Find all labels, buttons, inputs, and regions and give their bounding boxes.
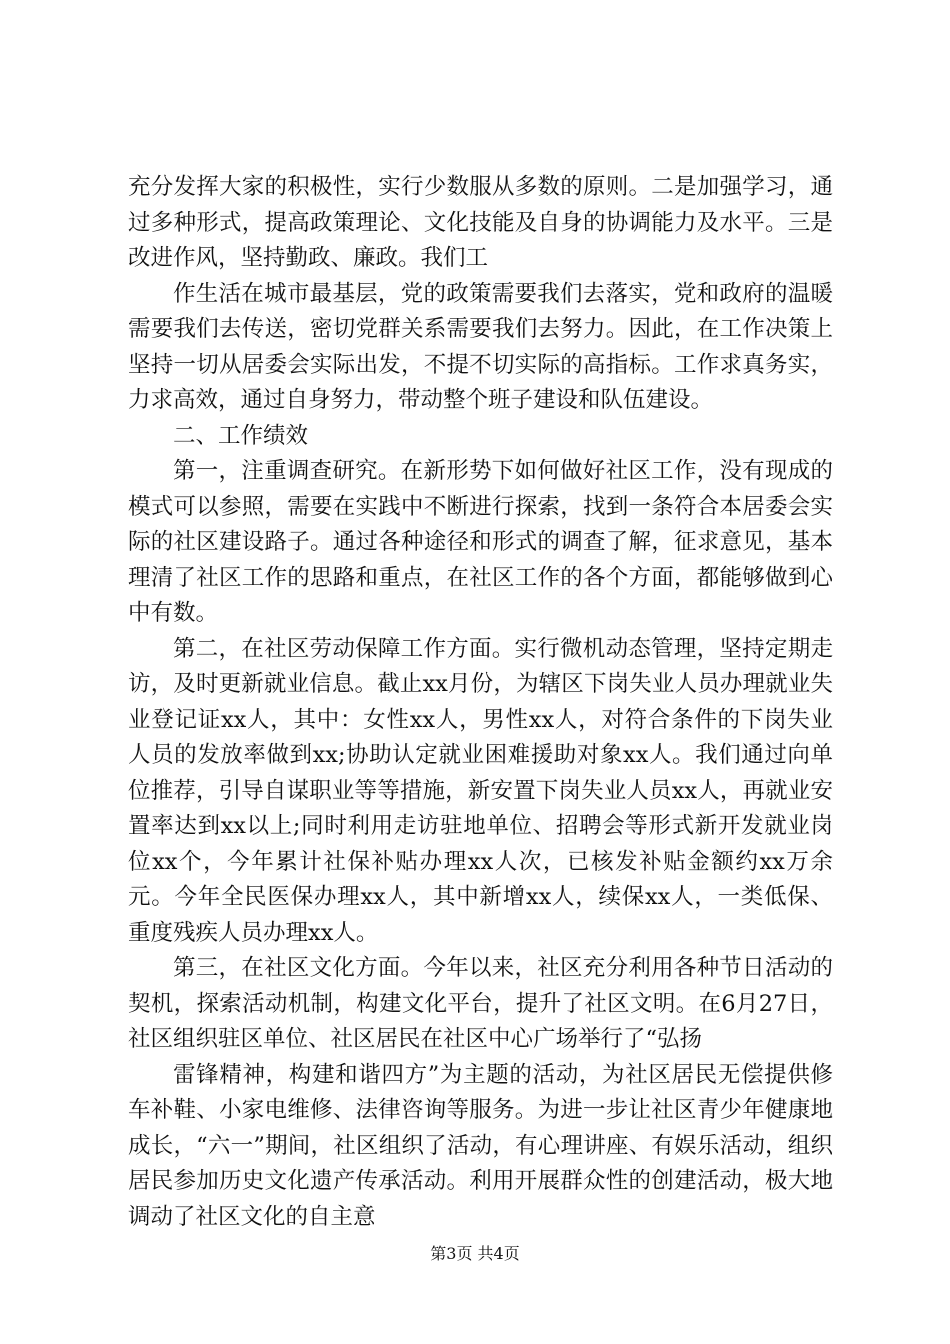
- paragraph-3: 第一，注重调查研究。在新形势下如何做好社区工作，没有现成的模式可以参照，需要在实践中不断进行探索，找到一条符合本居委会实际的社区建设路子。通过各种途径和形式的调查了解，征求意见，基本理清了社区工作的思路和重点，在社区工作的各个方面，都能够做到心中有数。: [128, 458, 833, 626]
- paragraph-1: 充分发挥大家的积极性，实行少数服从多数的原则。二是加强学习，通过多种形式，提高政策理论、文化技能及自身的协调能力及水平。三是改进作风，坚持勤政、廉政。我们工: [128, 174, 833, 271]
- paragraph-6: 雷锋精神，构建和谐四方”为主题的活动，为社区居民无偿提供修车补鞋、小家电维修、法律咨询等服务。为进一步让社区青少年健康地成长，“六一”期间，社区组织了活动，有心理讲座、有娱乐活动，组织居民参加历史文化遗产传承活动。利用开展群众性的创建活动，极大地调动了社区文化的自主意: [128, 1061, 833, 1230]
- section-heading: 二、工作绩效: [173, 422, 309, 449]
- paragraph-4: 第二，在社区劳动保障工作方面。实行微机动态管理，坚持定期走访，及时更新就业信息。截止xx月份，为辖区下岗失业人员办理就业失业登记证xx人，其中：女性xx人，男性xx人，对符合条件的下岗失业人员的发放率做到xx;协助认定就业困难援助对象xx人。我们通过向单位推荐，引导自谋职业等等措施，新安置下岗失业人员xx人，再就业安置率达到xx以上;同时利用走访驻地单位、招聘会等形式新开发就业岗位xx个，今年累计社保补贴办理xx人次，已核发补贴金额约xx万余元。今年全民医保办理xx人，其中新增xx人，续保xx人，一类低保、重度残疾人员办理xx人。: [128, 635, 833, 946]
- paragraph-5: 第三，在社区文化方面。今年以来，社区充分利用各种节日活动的契机，探索活动机制，构建文化平台，提升了社区文明。在6月27日，社区组织驻区单位、社区居民在社区中心广场举行了“弘扬: [128, 955, 833, 1052]
- document-body: [128, 170, 833, 1235]
- paragraph-2: 作生活在城市最基层，党的政策需要我们去落实，党和政府的温暖需要我们去传送，密切党群关系需要我们去努力。因此，在工作决策上坚持一切从居委会实际出发，不提不切实际的高指标。工作求真务实，力求高效，通过自身努力，带动整个班子建设和队伍建设。: [128, 280, 833, 413]
- page-footer: 第3页 共4页: [430, 1244, 520, 1263]
